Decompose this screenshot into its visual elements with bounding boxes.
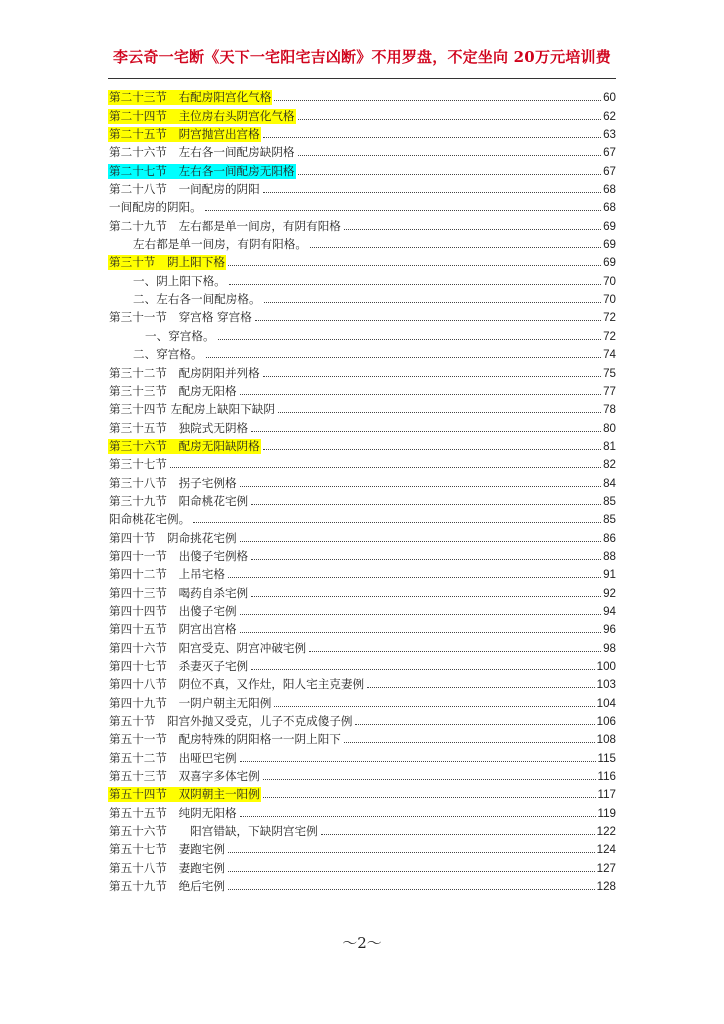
toc-entry[interactable] — [108, 857, 616, 875]
toc-entry[interactable] — [108, 674, 616, 692]
toc-entry[interactable] — [108, 325, 616, 343]
toc-dot-leader — [263, 779, 596, 780]
toc-dot-leader — [228, 871, 595, 872]
toc-entry[interactable] — [108, 436, 616, 454]
toc-entry[interactable] — [108, 289, 616, 307]
toc-entry-title: 一、阴上阳下格。 — [133, 273, 226, 288]
toc-entry[interactable] — [108, 527, 616, 545]
toc-entry[interactable] — [108, 234, 616, 252]
toc-entry-page: 108 — [596, 733, 616, 747]
toc-entry-page: 85 — [603, 494, 616, 508]
toc-dot-leader — [298, 119, 602, 120]
toc-entry-page: 103 — [596, 678, 616, 692]
toc-entry-title: 第五十节 阳宫外抛又受克，儿子不克成傻子例 — [109, 714, 353, 729]
toc-entry[interactable] — [108, 692, 616, 710]
toc-entry[interactable] — [108, 656, 616, 674]
toc-dot-leader — [205, 210, 601, 211]
toc-dot-leader — [355, 724, 594, 725]
toc-entry-page: 81 — [603, 439, 616, 453]
toc-entry[interactable] — [108, 215, 616, 233]
toc-entry[interactable] — [108, 417, 616, 435]
toc-entry-title: 一间配房的阴阳。 — [109, 200, 202, 215]
toc-entry-page: 70 — [603, 293, 616, 307]
toc-entry-page: 68 — [603, 183, 616, 197]
toc-entry[interactable] — [108, 821, 616, 839]
toc-entry-title: 第五十四节 双阴朝主一阳例 — [109, 787, 260, 802]
table-of-contents — [108, 87, 616, 894]
toc-entry-page: 60 — [603, 91, 616, 105]
toc-dot-leader — [251, 431, 601, 432]
toc-dot-leader — [240, 632, 602, 633]
toc-entry-page: 117 — [597, 788, 616, 802]
toc-entry-page: 115 — [597, 751, 616, 765]
toc-entry-page: 69 — [603, 256, 616, 270]
toc-dot-leader — [240, 614, 602, 615]
toc-entry[interactable] — [108, 564, 616, 582]
toc-entry-title: 第四十八节 阴位不真，又作灶，阳人宅主克妻例 — [109, 677, 365, 692]
toc-entry-title: 第二十八节 一间配房的阴阳 — [109, 182, 260, 197]
toc-entry-page: 69 — [603, 238, 616, 252]
toc-entry[interactable] — [108, 784, 616, 802]
toc-entry-title: 第四十六节 阳宫受克、阴宫冲破宅例 — [109, 640, 307, 655]
toc-entry-title: 左右都是单一间房，有阴有阳格。 — [133, 237, 307, 252]
toc-entry-page: 86 — [603, 531, 616, 545]
toc-dot-leader — [170, 467, 601, 468]
toc-dot-leader — [251, 559, 601, 560]
toc-entry[interactable] — [108, 876, 616, 894]
toc-entry-title: 第二十六节 左右各一间配房缺阴格 — [109, 145, 295, 160]
toc-entry[interactable] — [108, 711, 616, 729]
toc-dot-leader — [240, 761, 596, 762]
toc-entry[interactable] — [108, 399, 616, 417]
toc-entry-page: 84 — [603, 476, 616, 490]
toc-entry-page: 72 — [603, 311, 616, 325]
toc-entry-page: 72 — [603, 329, 616, 343]
page-number: ～2～ — [342, 934, 382, 952]
document-header-title: 李云奇一宅断《天下一宅阳宅吉凶断》不用罗盘，不定坐向 20万元培训费 — [113, 48, 611, 66]
toc-entry-title: 第三十七节 — [109, 457, 167, 472]
toc-entry[interactable] — [108, 619, 616, 637]
toc-entry[interactable] — [108, 87, 616, 105]
toc-entry-title: 二、穿宫格。 — [133, 347, 203, 362]
toc-dot-leader — [367, 687, 595, 688]
toc-entry-page: 98 — [603, 641, 616, 655]
toc-entry-page: 106 — [596, 715, 616, 729]
toc-entry-title: 第二十四节 主位房右头阴宫化气格 — [109, 108, 295, 123]
toc-dot-leader — [240, 394, 602, 395]
toc-entry-page: 67 — [603, 146, 616, 160]
toc-entry[interactable] — [108, 839, 616, 857]
toc-dot-leader — [229, 284, 601, 285]
toc-entry[interactable] — [108, 491, 616, 509]
toc-dot-leader — [309, 651, 601, 652]
toc-entry-page: 62 — [603, 109, 616, 123]
toc-dot-leader — [251, 669, 595, 670]
toc-dot-leader — [298, 155, 602, 156]
toc-entry-title: 第二十五节 阴宫抛宫出宫格 — [109, 127, 260, 142]
toc-entry[interactable] — [108, 344, 616, 362]
toc-entry[interactable] — [108, 252, 616, 270]
toc-dot-leader — [310, 247, 601, 248]
toc-entry-title: 第三十五节 独院式无阴格 — [109, 420, 249, 435]
toc-entry-page: 119 — [597, 806, 616, 820]
toc-entry[interactable] — [108, 362, 616, 380]
toc-dot-leader — [251, 504, 601, 505]
toc-entry-title: 第三十四节 左配房上缺阳下缺阴 — [109, 402, 275, 417]
toc-dot-leader — [255, 320, 601, 321]
toc-entry-title: 第五十三节 双喜字多体宅例 — [109, 769, 260, 784]
toc-entry-title: 第三十九节 阳命桃花宅例 — [109, 493, 249, 508]
toc-entry-page: 75 — [603, 366, 616, 380]
toc-dot-leader — [263, 449, 601, 450]
toc-entry-title: 第二十七节 左右各一间配房无阳格 — [109, 163, 295, 178]
toc-entry-page: 91 — [603, 568, 616, 582]
toc-entry-page: 116 — [597, 770, 616, 784]
toc-dot-leader — [321, 834, 595, 835]
toc-entry-title: 第五十二节 出哑巴宅例 — [109, 750, 237, 765]
toc-dot-leader — [240, 486, 602, 487]
toc-entry-page: 78 — [603, 403, 616, 417]
toc-entry-page: 80 — [603, 421, 616, 435]
toc-entry[interactable] — [108, 582, 616, 600]
toc-entry-title: 第五十九节 绝后宅例 — [109, 879, 225, 894]
toc-entry[interactable] — [108, 601, 616, 619]
toc-entry-page: 63 — [603, 128, 616, 142]
toc-entry-page: 128 — [596, 880, 616, 894]
toc-dot-leader — [228, 577, 601, 578]
toc-entry-title: 第二十三节 右配房阳宫化气格 — [109, 90, 272, 105]
toc-dot-leader — [274, 706, 594, 707]
toc-entry-title: 第四十四节 出傻子宅例 — [109, 603, 237, 618]
toc-entry-title: 第四十二节 上吊宅格 — [109, 567, 225, 582]
toc-entry-page: 70 — [603, 274, 616, 288]
toc-entry-page: 74 — [603, 348, 616, 362]
toc-dot-leader — [298, 174, 602, 175]
toc-entry-page: 104 — [596, 696, 616, 710]
toc-entry-title: 第二十九节 左右都是单一间房，有阴有阳格 — [109, 218, 341, 233]
toc-entry-title: 第五十八节 妻跑宅例 — [109, 860, 225, 875]
toc-entry-page: 127 — [596, 861, 616, 875]
toc-dot-leader — [344, 742, 595, 743]
toc-entry[interactable] — [108, 124, 616, 142]
toc-entry-title: 一、穿宫格。 — [145, 328, 215, 343]
toc-entry-page: 124 — [596, 843, 616, 857]
toc-dot-leader — [206, 357, 602, 358]
toc-entry-title: 二、左右各一间配房格。 — [133, 292, 261, 307]
toc-entry-page: 82 — [603, 458, 616, 472]
toc-entry[interactable] — [108, 729, 616, 747]
toc-entry-title: 第五十七节 妻跑宅例 — [109, 842, 225, 857]
header-divider — [108, 78, 616, 79]
toc-dot-leader — [263, 797, 596, 798]
toc-entry-title: 第四十一节 出傻子宅例格 — [109, 548, 249, 563]
toc-entry[interactable] — [108, 307, 616, 325]
toc-entry-title: 第四十节 阴命挑花宅例 — [109, 530, 237, 545]
toc-entry-page: 69 — [603, 219, 616, 233]
toc-entry[interactable] — [108, 637, 616, 655]
toc-entry-page: 67 — [603, 164, 616, 178]
toc-entry-page: 100 — [596, 660, 616, 673]
toc-dot-leader — [344, 229, 601, 230]
toc-dot-leader — [274, 100, 601, 101]
toc-entry-title: 第三十三节 配房无阳格 — [109, 383, 237, 398]
toc-entry-title: 第四十九节 一阴户朝主无阳例 — [109, 695, 272, 710]
toc-dot-leader — [228, 889, 595, 890]
toc-entry-page: 88 — [603, 549, 616, 563]
toc-dot-leader — [251, 596, 601, 597]
toc-entry-title: 第三十二节 配房阴阳并列格 — [109, 365, 260, 380]
toc-entry-page: 85 — [603, 513, 616, 527]
toc-entry[interactable] — [108, 546, 616, 564]
toc-entry-page: 77 — [603, 384, 616, 398]
toc-dot-leader — [193, 522, 601, 523]
toc-entry[interactable] — [108, 197, 616, 215]
toc-entry[interactable] — [108, 179, 616, 197]
toc-entry-page: 122 — [596, 825, 616, 839]
toc-dot-leader — [264, 302, 602, 303]
toc-entry-title: 第四十五节 阴宫出宫格 — [109, 622, 237, 637]
toc-dot-leader — [228, 265, 601, 266]
toc-entry[interactable] — [108, 802, 616, 820]
toc-entry-title: 第三十六节 配房无阳缺阴格 — [109, 438, 260, 453]
toc-dot-leader — [263, 137, 601, 138]
toc-entry[interactable] — [108, 160, 616, 178]
toc-entry[interactable] — [108, 105, 616, 123]
toc-dot-leader — [228, 852, 595, 853]
toc-dot-leader — [240, 541, 602, 542]
toc-entry-title: 第五十六节 阳宫错缺，下缺阴宫宅例 — [109, 824, 318, 839]
toc-entry[interactable] — [108, 509, 616, 527]
toc-entry[interactable] — [108, 747, 616, 765]
toc-dot-leader — [278, 412, 601, 413]
toc-entry[interactable] — [108, 454, 616, 472]
toc-dot-leader — [263, 376, 601, 377]
toc-entry-page: 68 — [603, 201, 616, 215]
toc-entry[interactable] — [108, 472, 616, 490]
toc-entry-title: 第三十一节 穿宫格 穿宫格 — [109, 310, 252, 325]
toc-entry[interactable] — [108, 766, 616, 784]
toc-entry-title: 第五十一节 配房特殊的阴阳格一一阴上阳下 — [109, 732, 341, 747]
toc-entry-title: 阳命桃花宅例。 — [109, 512, 191, 527]
toc-entry-page: 96 — [603, 623, 616, 637]
toc-entry-title: 第四十三节 喝药自杀宅例 — [109, 585, 249, 600]
toc-dot-leader — [263, 192, 601, 193]
toc-dot-leader — [218, 339, 602, 340]
toc-entry-page: 92 — [603, 586, 616, 600]
toc-entry-title: 第五十五节 纯阴无阳格 — [109, 805, 237, 820]
toc-entry-page: 94 — [603, 604, 616, 618]
toc-entry[interactable] — [108, 270, 616, 288]
toc-entry-title: 第四十七节 杀妻灭子宅例 — [109, 659, 249, 673]
toc-entry[interactable] — [108, 142, 616, 160]
toc-dot-leader — [240, 816, 596, 817]
toc-entry[interactable] — [108, 381, 616, 399]
toc-entry-title: 第三十八节 拐子宅例格 — [109, 475, 237, 490]
toc-entry-title: 第三十节 阴上阳下格 — [109, 255, 225, 270]
